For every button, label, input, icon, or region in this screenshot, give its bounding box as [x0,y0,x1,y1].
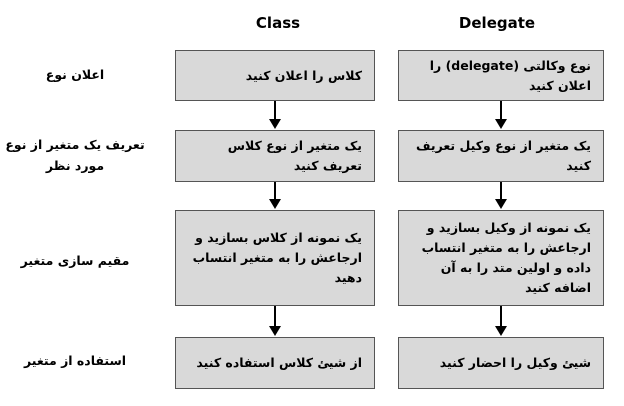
class-arrow-1-head [269,119,281,129]
class-column-title: Class [255,14,301,32]
class-box-declare-text: کلاس را اعلان کنید [245,67,362,83]
delegate-box-use-text: شیئ وکیل را احضار کنید [439,355,591,370]
delegate-arrow-1-head [495,119,507,129]
row-label-declare-type: اعلان نوع [45,67,105,82]
class-box-define-text: یک متغیر از نوع کلاس تعریف کنید [227,138,362,173]
row-label-instantiate-variable: مقیم سازی متغیر [20,253,130,268]
delegate-box-define-text: یک متغیر از نوع وکیل تعریف کنید [416,138,591,173]
class-box-use-text: از شیئ کلاس استفاده کنید [196,355,362,370]
row-label-define-variable: تعریف یک متغیر از نوع مورد نظر [5,137,145,173]
delegate-box-instantiate-text: یک نمونه از وکیل بسازید و ارجاعش را به متغیر انتساب داده و اولین متد را به آن اضافه کنید [421,220,591,295]
class-arrow-3-head [269,326,281,336]
delegate-column-title: Delegate [458,14,536,32]
class-box-instantiate-text: یک نمونه از کلاس بسازید و ارجاعش را به متغیر انتساب دهید [192,230,362,285]
class-arrow-2-head [269,199,281,209]
row-label-use-variable: استفاده از متغیر [23,353,127,368]
delegate-arrow-2-head [495,199,507,209]
delegate-arrow-3-head [495,326,507,336]
delegate-box-declare-text: نوع وکالتی (delegate) را اعلان کنید [429,57,591,93]
